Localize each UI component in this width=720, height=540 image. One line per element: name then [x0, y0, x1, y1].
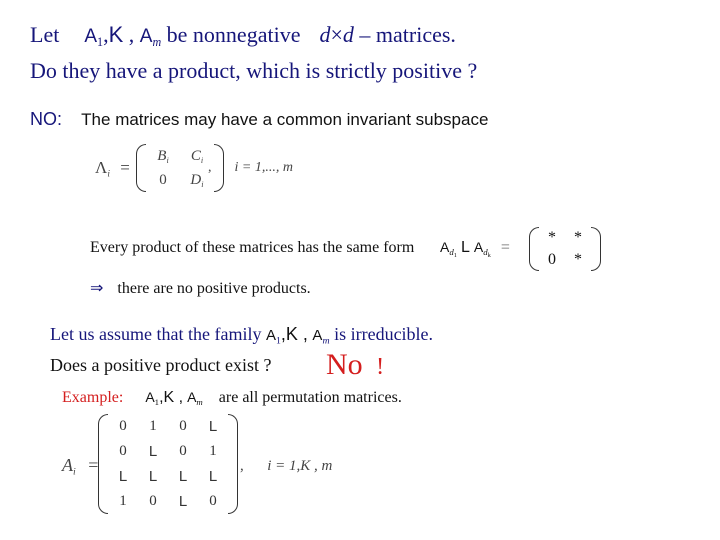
- matrix-entry: L: [178, 468, 188, 485]
- dimension-d: d: [342, 22, 354, 47]
- let-word: Let: [30, 22, 60, 47]
- product-expression: $A_{d1}$ L $A_{dk}$ =: [440, 239, 510, 260]
- matrix-entry: 0: [149, 493, 157, 509]
- subscript-m: m: [152, 35, 162, 50]
- equals-sign: =: [120, 158, 130, 177]
- ellipsis-k-symbol: ,K ,: [159, 389, 184, 406]
- line-definition: [30, 22, 456, 50]
- matrix-a-symbol: A: [440, 239, 450, 255]
- matrix-entry: 1: [149, 418, 157, 434]
- comma: ,: [240, 458, 244, 474]
- matrix-a-symbol: A: [187, 389, 197, 405]
- index-range: i = 1,K , m: [267, 458, 333, 474]
- permutation-lhs: $A_i$ =: [62, 455, 99, 478]
- matrix-entry: 0: [209, 493, 217, 509]
- ellipsis-l-symbol: L: [460, 239, 470, 256]
- implies-arrow-icon: ⇒: [90, 280, 104, 297]
- star-entry: *: [574, 229, 582, 246]
- comma: ,: [128, 22, 135, 47]
- matrix-entry: 1: [119, 493, 127, 509]
- permutation-matrix: [98, 414, 238, 514]
- index-range: i = 1,..., m: [234, 160, 293, 175]
- invariant-subspace-text: The matrices may have a common invariant subspace: [81, 110, 489, 129]
- positive-product-question: Does a positive product exist ?: [50, 355, 272, 375]
- matrix-entry: 0: [179, 418, 187, 434]
- matrix-entry: L: [178, 493, 188, 510]
- assume-text: Let us assume that the family: [50, 324, 262, 344]
- every-product-text: Every product of these matrices has the same form: [90, 239, 415, 256]
- matrix-a-symbol: A: [62, 455, 73, 475]
- implies-line: [90, 278, 311, 298]
- matrix-a-symbol: A: [312, 327, 323, 344]
- irreducible-text: is irreducible.: [334, 324, 434, 344]
- subscript-1: 1: [97, 35, 104, 50]
- no-answer-line: [30, 109, 488, 130]
- matrix-entry: L: [208, 418, 218, 435]
- subscript-i: i: [107, 169, 110, 180]
- be-nonnegative-text: be nonnegative: [166, 22, 301, 47]
- equals-sign: =: [88, 455, 99, 475]
- equals-sign: =: [500, 239, 510, 256]
- block-form-range: [208, 160, 293, 176]
- matrix-entry: 1: [209, 443, 217, 459]
- comma: ,: [208, 160, 212, 175]
- matrix-a-symbol: A: [265, 327, 276, 344]
- matrix-entry: 0: [119, 443, 127, 459]
- block-b: $B_i$: [157, 147, 169, 165]
- example-label: Example:: [62, 389, 124, 406]
- times-symbol: ×: [330, 22, 343, 47]
- matrix-a-symbol: A: [473, 239, 484, 255]
- matrix-a-symbol: A: [84, 26, 98, 47]
- matrices-text: – matrices.: [359, 22, 456, 47]
- zero-entry: 0: [548, 251, 556, 268]
- assume-irreducible-line: Let us assume that the family $A_1,K$ , $A_m$ is irreducible.: [50, 324, 434, 347]
- exclamation: !: [376, 354, 385, 380]
- comma: ,: [103, 22, 109, 47]
- no-label: NO:: [30, 109, 63, 129]
- block-c: $C_i$: [190, 147, 204, 165]
- matrix-entry: 0: [119, 418, 127, 434]
- matrix-a-symbol: A: [145, 389, 155, 405]
- ellipsis-k-symbol: ,K ,: [280, 324, 308, 344]
- star-entry: *: [574, 251, 582, 268]
- permutation-text: are all permutation matrices.: [218, 389, 402, 406]
- matrix-entry: L: [118, 468, 128, 485]
- star-block-matrix: [529, 227, 601, 271]
- example-line: Example: $A_1,K$ , $A_m$ are all permutation matrices.: [62, 389, 402, 408]
- permutation-range: [240, 458, 332, 475]
- question-positive-product: Do they have a product, which is strictly positive ?: [30, 58, 478, 83]
- matrix-entry: 0: [179, 443, 187, 459]
- matrix-entry: L: [148, 468, 158, 485]
- big-no-answer: [326, 348, 384, 382]
- star-entry: *: [548, 229, 556, 246]
- block-d: $D_i$: [190, 171, 204, 189]
- matrix-a-symbol: A: [139, 26, 153, 47]
- block-form-lhs: [95, 158, 130, 179]
- block-zero: 0: [159, 171, 167, 188]
- no-word: No: [326, 348, 363, 381]
- lambda-symbol: Λ: [95, 158, 108, 177]
- no-positive-products-text: there are no positive products.: [117, 280, 311, 297]
- matrix-entry: L: [208, 468, 218, 485]
- dimension-d: d: [319, 22, 331, 47]
- matrix-entry: L: [148, 443, 158, 460]
- ellipsis-k-symbol: K: [108, 22, 124, 47]
